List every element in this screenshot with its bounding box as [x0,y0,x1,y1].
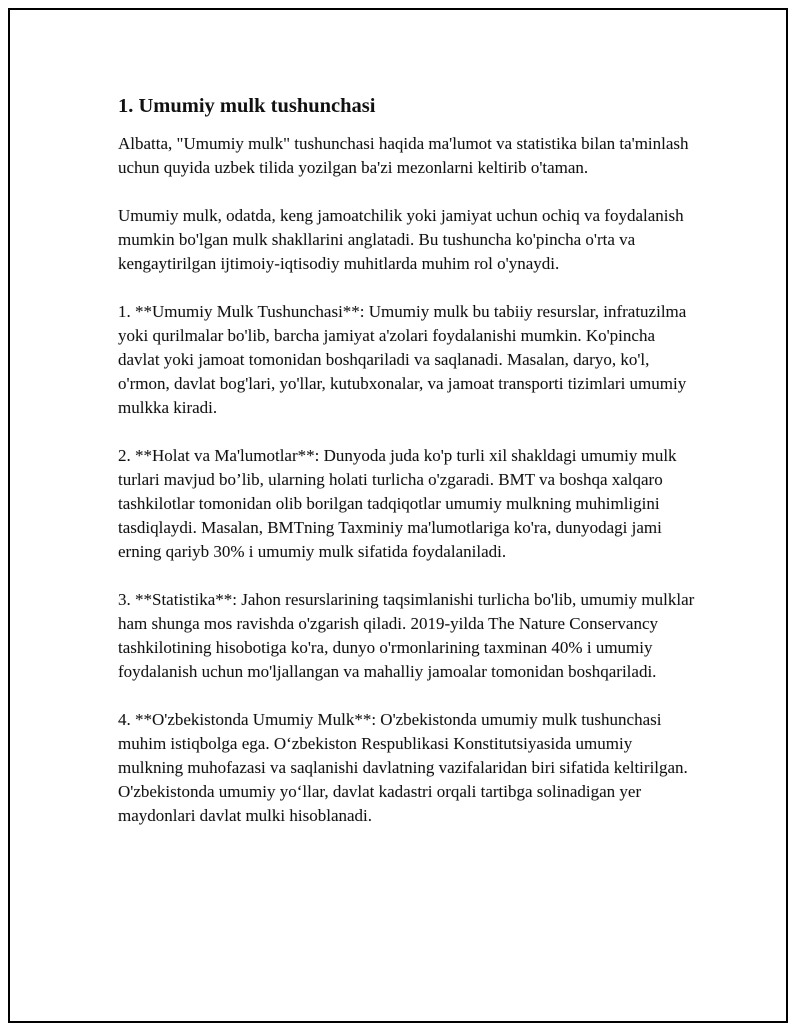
paragraph-point-2: 2. **Holat va Ma'lumotlar**: Dunyoda juda ko'p turli xil shakldagi umumiy mulk turlari mavjud bo’lib, ularning holati turlicha o'zgaradi. BMT va boshqa xalqaro tashkilotlar tomonidan olib borilgan tadqiqotlar umumiy mulkning muhimligini tasdiqlaydi. Masalan, BMTning Taxminiy ma'lumotlariga ko'ra, dunyodagi jami erning qariyb 30% i umumiy mulk sifatida foydalaniladi. [118,446,677,561]
document-body [118,92,698,852]
document-title: 1. Umumiy mulk tushunchasi [118,95,376,117]
paragraph-definition: Umumiy mulk, odatda, keng jamoatchilik yoki jamiyat uchun ochiq va foydalanish mumkin bo'lgan mulk shakllarini anglatadi. Bu tushuncha ko'pincha o'rta va kengaytirilgan ijtimoiy-iqtisodiy muhitlarda muhim rol o'ynaydi. [118,206,684,273]
paragraph-point-4: 4. **O'zbekistonda Umumiy Mulk**: O'zbekistonda umumiy mulk tushunchasi muhim istiqbolga ega. O‘zbekiston Respublikasi Konstitutsiyasida umumiy mulkning muhofazasi va saqlanishi davlatning vazifalaridan biri sifatida keltirilgan. O'zbekistonda umumiy yo‘llar, davlat kadastri orqali tartibga solinadigan yer maydonlari davlat mulki hisoblanadi. [118,710,688,825]
paragraph-intro: Albatta, "Umumiy mulk" tushunchasi haqida ma'lumot va statistika bilan ta'minlash uchun quyida uzbek tilida yozilgan ba'zi mezonlarni keltirib o'taman. [118,134,689,177]
paragraph-point-3: 3. **Statistika**: Jahon resurslarining taqsimlanishi turlicha bo'lib, umumiy mulklar ham shunga mos ravishda o'zgarish qiladi. 2019-yilda The Nature Conservancy tashkilotining hisobotiga ko'ra, dunyo o'rmonlarining taxminan 40% i umumiy foydalanish uchun mo'ljallangan va mahalliy jamoalar tomonidan boshqariladi. [118,590,695,681]
paragraph-point-1: 1. **Umumiy Mulk Tushunchasi**: Umumiy mulk bu tabiiy resurslar, infratuzilma yoki qurilmalar bo'lib, barcha jamiyat a'zolari foydalanishi mumkin. Ko'pincha davlat yoki jamoat tomonidan boshqariladi va saqlanadi. Masalan, daryo, ko'l, o'rmon, davlat bog'lari, yo'llar, kutubxonalar, va jamoat transporti tizimlari umumiy mulkka kiradi. [118,302,687,417]
